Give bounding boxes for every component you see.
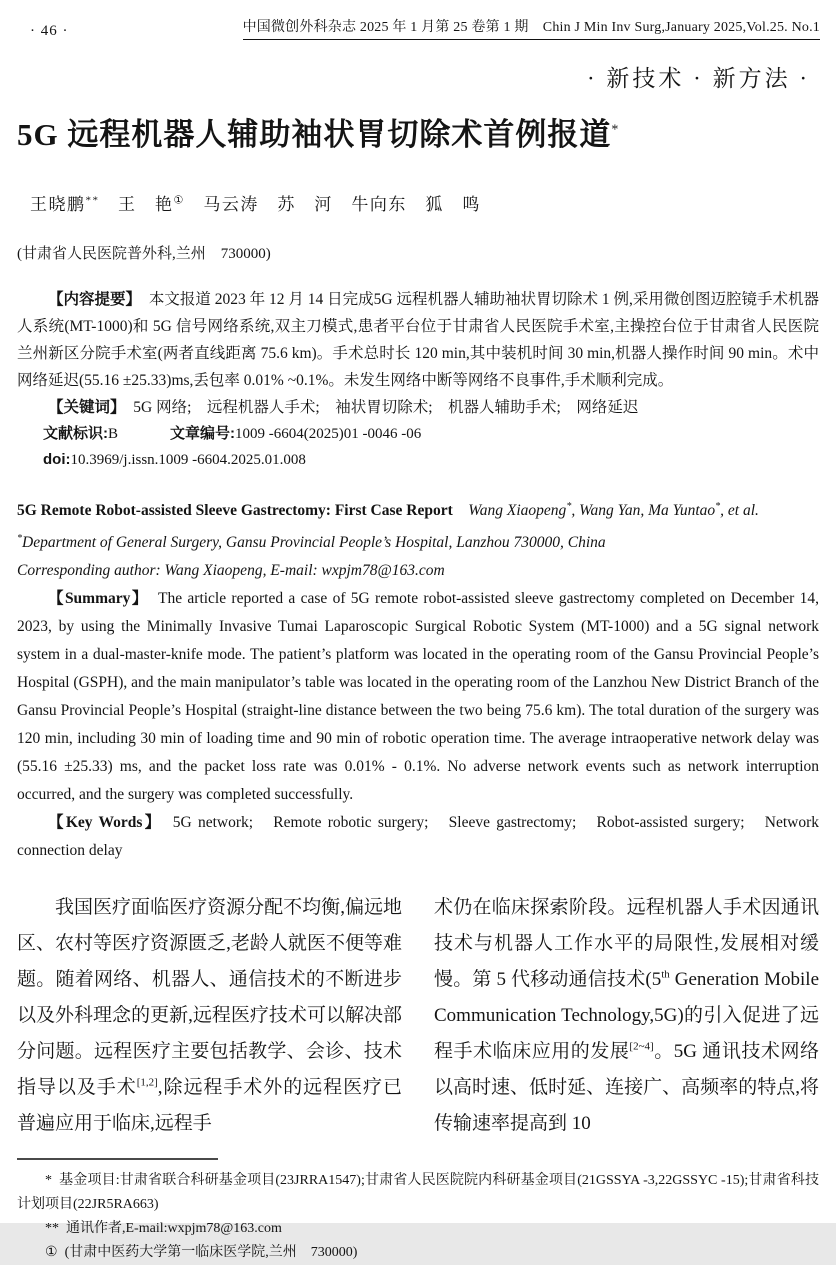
author-names-rest: 马云涛 苏 河 牛向东 狐 鸣 (184, 195, 481, 214)
footnote-corresponding (17, 1217, 819, 1241)
body-text: ,除远程手术外的远程医疗已普遍应用于临床,远程手 (17, 1077, 402, 1135)
page-header (0, 0, 836, 40)
citation-marker: [2~4] (629, 1040, 654, 1053)
body-paragraph (17, 890, 402, 1142)
english-author: Wang Xiaopeng (468, 502, 567, 520)
english-affiliation-line (17, 525, 819, 557)
english-author-marker: * (566, 501, 572, 512)
section-label: · 新技术 · 新方法 · (587, 66, 810, 91)
abstract-text: 本文报道 2023 年 12 月 14 日完成5G 远程机器人辅助袖状胃切除术 1 例,采用微创图迈腔镜手术机器人系统(MT-1000)和 5G 信号网络系统,双主刀模式,患者平台位于甘肃省人民医院手术室,主操控台位于甘肃省人民医院兰州新区分院手术室(两者直线距离 75.6 km)。手术总时长 120 min,其中装机时间 30 min,机器人操作时间 90 min。术中网络延迟(55.16 ±25.33)ms,丢包率 0.01% ~0.1%。未发生网络中断等网络不良事件,手术顺利完成。 (17, 291, 819, 389)
body-columns (17, 890, 819, 1142)
footnote-divider (17, 1158, 218, 1160)
body-column-left (17, 890, 402, 1142)
english-keywords-label: 【Key Words】 (48, 814, 155, 832)
footnote-marker: ** (45, 1221, 59, 1237)
article-no-value: 1009 -6604(2025)01 -0046 -06 (235, 426, 422, 442)
author-name: 王晓鹏 (30, 195, 86, 214)
english-author-marker: * (715, 501, 721, 512)
keywords-text: 5G 网络; 远程机器人手术; 袖状胃切除术; 机器人辅助手术; 网络延迟 (133, 399, 639, 416)
journal-header-line: 中国微创外科杂志 2025 年 1 月第 25 卷第 1 期 Chin J Min Inv Surg,January 2025,Vol.25. No.1 (243, 16, 820, 40)
article-no-label: 文章编号: (170, 425, 236, 442)
citation-marker: [1,2] (136, 1076, 158, 1089)
doc-id-label: 文献标识: (43, 425, 108, 442)
abstract-label: 【内容提要】 (48, 291, 134, 308)
footnote-fund (17, 1169, 819, 1217)
title-footnote-marker: * (611, 122, 620, 138)
footnote-affiliation (17, 1241, 819, 1265)
doi-value: 10.3969/j.issn.1009 -6604.2025.01.008 (70, 452, 306, 468)
document-id-line (17, 421, 819, 447)
body-paragraph (434, 890, 819, 1142)
affiliation: (甘肃省人民医院普外科,兰州 730000) (17, 246, 271, 262)
english-keywords-paragraph (17, 809, 819, 865)
footnote-text: (甘肃中医药大学第一临床医学院,兰州 730000) (64, 1245, 358, 1261)
body-text: 。5G 通讯技术网络以高时速、低时延、连接广、高频率的特点,将传输速率提高到 10 (434, 1041, 819, 1135)
english-affiliation-marker: * (17, 533, 22, 545)
english-author: , Wang Yan, Ma Yuntao (571, 502, 716, 520)
summary-label: 【Summary】 (48, 590, 142, 608)
english-keywords-text: 5G network; Remote robotic surgery; Sleeve gastrectomy; Robot-assisted surgery; Network connection delay (17, 814, 819, 860)
body-text: 术仍在临床探索阶段。远程机器人手术因通讯技术与机器人工作水平的局限性,发展相对缓慢。第 5 代移动通信技术(5 (434, 897, 819, 991)
doi-line (17, 447, 819, 473)
footnotes (17, 1158, 819, 1265)
keywords-label: 【关键词】 (48, 399, 118, 416)
english-corresponding-line: Corresponding author: Wang Xiaopeng, E-mail: wxpjm78@163.com (17, 562, 445, 580)
author-marker: ** (85, 194, 100, 207)
english-title-line (17, 493, 819, 525)
body-text: 我国医疗面临医疗资源分配不均衡,偏远地区、农村等医疗资源匮乏,老龄人就医不便等难题。随着网络、机器人、通信技术的不断进步以及外科理念的更新,远程医疗技术可以解决部分问题。远程医疗主要包括教学、会诊、技术指导以及手术 (17, 897, 402, 1099)
superscript-th: th (661, 968, 670, 981)
page-number: · 46 · (30, 23, 69, 39)
footnote-marker: * (45, 1173, 52, 1189)
doc-id-value: B (108, 426, 119, 442)
english-title: 5G Remote Robot-assisted Sleeve Gastrectomy: First Case Report (17, 502, 453, 520)
english-block (17, 493, 819, 865)
body-column-right (434, 890, 819, 1142)
english-authors (468, 502, 759, 519)
article-title-text: 5G 远程机器人辅助袖状胃切除术首例报道 (17, 117, 612, 152)
english-summary-paragraph (17, 585, 819, 809)
author-marker: ① (173, 194, 185, 207)
footnote-marker: ① (45, 1245, 58, 1261)
doi-label: doi: (43, 451, 71, 468)
summary-text: The article reported a case of 5G remote robot-assisted sleeve gastrectomy completed on December 14, 2023, by using the Minimally Invasive Tumai Laparoscopic Surgical Robotic System (MT-1000) and a 5G signal network system in a dual-master-knife mode. The patient’s platform was located in the operating room of the Gansu Provincial People’s Hospital (GSPH), and the main manipulator’s table was located in the operating room of the Lanzhou New District Branch of the Gansu Provincial People’s Hospital (straight-line distance between the two being 75.6 km). The total duration of the surgery was 120 min, including 30 min of loading time and 90 min of robotic operation time. The average intraoperative network delay was (55.16 ±25.33) ms, and the packet loss rate was 0.01% - 0.1%. No adverse network events such as network interruption occurred, and the surgery was completed successfully. (17, 590, 819, 804)
abstract-paragraph (17, 286, 819, 394)
footnote-text: 通讯作者,E-mail:wxpjm78@163.com (66, 1221, 282, 1237)
keywords-paragraph (17, 394, 819, 421)
footnote-text: 基金项目:甘肃省联合科研基金项目(23JRRA1547);甘肃省人民医院院内科研基金项目(21GSSYA -3,22GSSYC -15);甘肃省科技计划项目(22JR5RA663) (17, 1173, 819, 1213)
article-title (17, 109, 820, 154)
english-affiliation: Department of General Surgery, Gansu Provincial People’s Hospital, Lanzhou 730000, China (22, 534, 606, 552)
body-text: Generation Mobile Communication Technology,5G)的引入促进了远程手术临床应用的发展 (434, 969, 820, 1063)
author-list (30, 190, 836, 215)
english-author: , et al. (720, 502, 759, 520)
author-name: 王 艳 (99, 195, 174, 214)
